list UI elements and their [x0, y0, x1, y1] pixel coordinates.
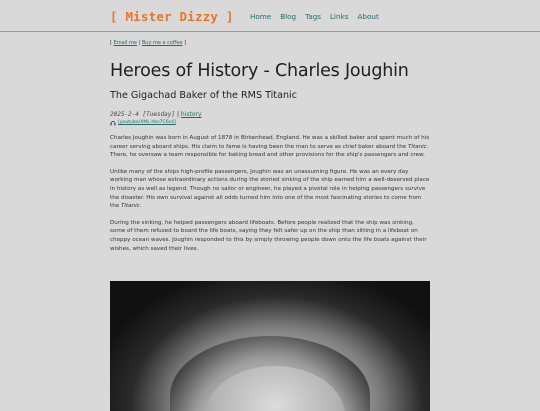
coffee-link[interactable]: Buy me a coffee — [141, 40, 183, 46]
nav-tags[interactable]: Tags — [305, 12, 322, 21]
main-nav — [250, 12, 379, 21]
nav-blog[interactable]: Blog — [280, 12, 297, 21]
nav-home[interactable]: Home — [250, 12, 272, 21]
paragraph-2: Unlike many of the ships high-profile passengers, Joughin was an unassuming figure. He was an every day working man whose extraordinary actions during the storied sinking of the ship earned him a well-deserved place in history as well as legend. Though no sailor or engineer, he played a pivotal role in helping passengers survive the disaster. His own survival against all odds turned him into one of the most fascinating stories to come from the Titanic. — [110, 168, 430, 210]
nav-links[interactable]: Links — [330, 12, 349, 21]
nav-about[interactable]: About — [357, 12, 379, 21]
charles-joughin-photo — [110, 281, 430, 411]
post-subtitle: The Gigachad Baker of the RMS Titanic — [110, 90, 297, 101]
email-link[interactable]: Email me — [113, 40, 137, 46]
post-date: 2025-2-4 [Tuesday] — [110, 111, 176, 118]
audio-row — [110, 119, 430, 126]
support-links: [ Email me | Buy me a coffee ] — [110, 40, 187, 46]
paragraph-1: Charles Joughin was born in August of 1878 in Birkenhead, England. He was a skilled baker and spent much of his career serving aboard ships. His claim to fame is having been the man to serve as chief baker aboard the Titanic. There, he oversaw a team responsible for baking bread and other provisions for the ship's passengers and crew. — [110, 135, 430, 159]
post-meta: 2025-2-4 [Tuesday] | history — [110, 111, 202, 118]
headphones-icon — [110, 120, 116, 126]
tag-link-history[interactable]: history — [180, 111, 202, 118]
site-title[interactable]: [ Mister Dizzy ] — [110, 9, 234, 24]
post-title: Heroes of History - Charles Joughin — [110, 61, 409, 81]
paragraph-3: During the sinking, he helped passengers aboard lifeboats. Before people realized that the ship was sinking, some of them refused to board the life boats, saying they felt safer up on the ship than sitting in a lifeboat on choppy ocean waves. Joughin responded to this by simply throwing people down onto the life boats against their wishes, which saved their lives. — [110, 219, 427, 252]
audio-link[interactable]: [youtube/XML hbs7C6c4] — [118, 120, 176, 125]
post-content — [110, 38, 430, 253]
site-header — [0, 0, 540, 32]
